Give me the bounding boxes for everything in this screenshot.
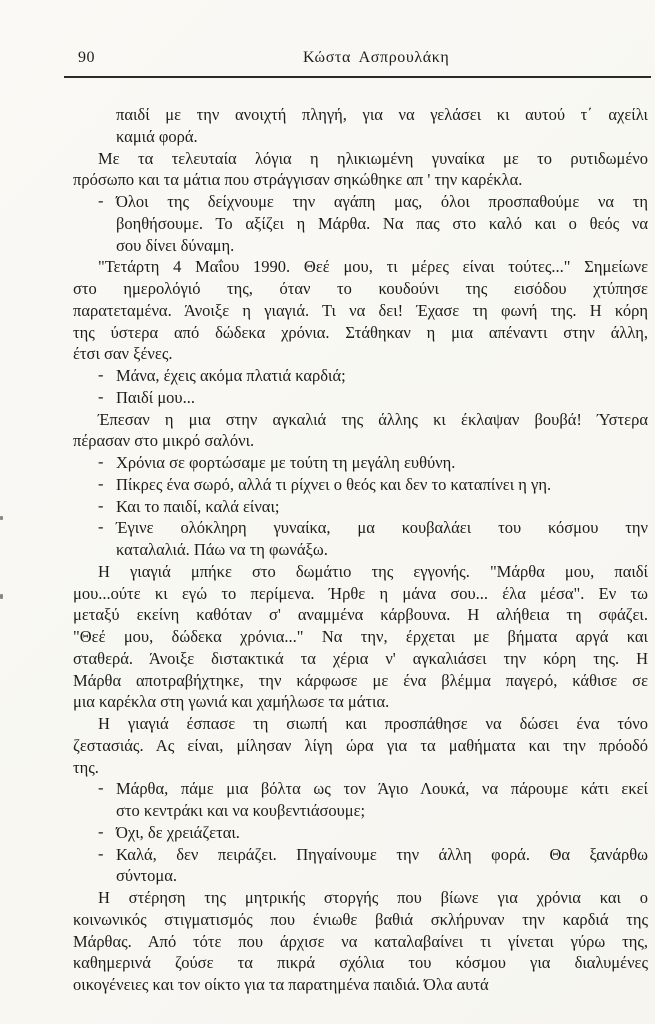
dialogue-item [98, 452, 648, 474]
text-line: σταθερά. Άνοιξε διστακτικά τα χέρια ν' αγκαλιάσει την κόρη της. Η [73, 648, 648, 668]
paragraph [73, 409, 648, 453]
dash-marker: - [98, 473, 104, 493]
text-line: "Τετάρτη 4 Μαΐου 1990. Θεέ μου, τι μέρες είναι τούτες..." Σημείωνε [98, 257, 648, 277]
header-rule [64, 76, 651, 78]
text-line: Η γιαγιά έσπασε τη σιωπή και προσπάθησε να δώσει ένα τόνο [98, 714, 648, 733]
paragraph [116, 104, 648, 148]
dash-marker: - [98, 386, 104, 406]
text-line: παιδί με την ανοιχτή πληγή, για να γελάσει κι αυτού τ΄ αχείλι [116, 105, 648, 124]
dialogue-item [98, 495, 648, 518]
text-line: πέρασαν στο μικρό σαλόνι. [73, 431, 255, 451]
paragraph [73, 713, 648, 778]
text-line: - Καλά, δεν πειράζει. Πηγαίνουμε την άλλη φορά. Θα ξανάρθω [98, 843, 648, 864]
text-line: μεταξύ εκείνη καθόταν σ' αναμμένα κάρβουνα. Η αλήθεια τη σφάζει. [73, 605, 648, 625]
text-line: Έπεσαν η μια στην αγκαλιά της άλλης κι έκλαψαν βουβά! Ύστερα [98, 409, 648, 429]
text-line: καμιά φορά. [116, 126, 198, 146]
text-line: της ύστερα από δώδεκα χρόνια. Στάθηκαν η μια απέναντι στην άλλη, [73, 322, 648, 342]
dash-marker: - [98, 365, 104, 384]
text-line: έτσι σαν ξένες. [73, 344, 173, 364]
dash-marker: - [98, 495, 104, 515]
dialogue-item [98, 473, 648, 496]
text-line: - Χρόνια σε φορτώσαμε με τούτη τη μεγάλη ευθύνη. [98, 452, 456, 472]
header-title: Κώστα Ασπρουλάκη [303, 49, 450, 66]
dash-marker: - [98, 843, 104, 863]
text-line: μου...ούτε κι εγώ το περίμενα. Ήρθε η μάνα σου... έλα μέσα". Εν τω [73, 583, 648, 603]
text-line: - Παιδί μου... [98, 386, 195, 407]
paragraph [73, 148, 648, 192]
text-line: σου δίνει δύναμη. [116, 235, 235, 255]
text-line: Με τα τελευταία λόγια η ηλικιωμένη γυναίκα με το ρυτιδωμένο [98, 148, 648, 168]
text-line: παρατεταμένα. Άνοιξε η γιαγιά. Τι να δει! Έχασε τη φωνή της. Η κόρη [73, 300, 648, 320]
dialogue-item [98, 517, 648, 561]
text-line: - Όχι, δε χρειάζεται. [98, 821, 240, 842]
text-line: μια καρέκλα στη γωνιά και χαμήλωσε τα μάτια. [73, 692, 390, 712]
scan-artifact [0, 594, 3, 599]
dash-marker: - [98, 452, 104, 471]
text-line: στο ημερολόγιό της, όταν το κουδούνι της εισόδου χτύπησε [73, 279, 648, 298]
dialogue-item [98, 778, 648, 822]
text-line: ζεστασιάς. Ας είναι, μίλησαν λίγη ώρα για τα μαθήματα και την πρόοδό [73, 735, 648, 755]
text-line: - Όλοι της δείχνουμε την αγάπη μας, όλοι προσπαθούμε να τη [98, 191, 648, 211]
dash-marker: - [98, 821, 104, 841]
text-line: - Μάνα, έχεις ακόμα πλατιά καρδιά; [98, 365, 346, 385]
text-line: Η γιαγιά μπήκε στο δωμάτιο της εγγονής. "Μάρθα μου, παιδί [98, 561, 648, 581]
paragraph [73, 887, 648, 996]
dialogue-item [98, 386, 648, 409]
paragraph [73, 561, 648, 713]
dialogue-item [98, 843, 648, 888]
text-line: - Και το παιδί, καλά είναι; [98, 495, 280, 516]
text-line: - Πίκρες ένα σωρό, αλλά τι ρίχνει ο θεός και δεν το καταπίνει η γη. [98, 473, 552, 494]
dialogue-item [98, 191, 648, 256]
dash-marker: - [98, 517, 104, 537]
text-line: βοηθήσουμε. Το αξίζει η Μάρθα. Να πας στο καλό και ο θεός να [116, 213, 648, 233]
text-line: κοινωνικός στιγματισμός που ένιωθε βαθιά σκλήρυναν την καρδιά της [73, 909, 648, 929]
text-line: Η στέρηση της μητρικής στοργής που βίωνε για χρόνια και ο [98, 888, 648, 907]
paragraph [73, 256, 648, 365]
text-line: πρόσωπο και τα μάτια που στράγγισαν σηκώθηκε απ ' την καρέκλα. [73, 170, 523, 190]
text-line: σύντομα. [116, 866, 178, 886]
dash-marker: - [98, 191, 104, 210]
scan-artifact [0, 516, 3, 520]
page-body [73, 104, 648, 996]
text-line: οικογένειες και τον οίκτο για τα παρατημένα παιδιά. Όλα αυτά [73, 975, 489, 994]
text-line: Μάρθα αποτραβήχτηκε, την κάρφωσε με ένα βλέμμα παγερό, κάθισε σε [73, 670, 648, 690]
text-line: καταλαλιά. Πάω να τη φωνάξω. [116, 540, 328, 559]
dialogue-item [98, 821, 648, 844]
page-number: 90 [78, 49, 95, 66]
dash-marker: - [98, 778, 104, 798]
text-line: της. [73, 757, 99, 777]
dialogue-item [98, 365, 648, 387]
text-line: Μάρθας. Από τότε που άρχισε να καταλαβαίνει τι γίνεται γύρω της, [73, 931, 648, 951]
text-line: στο κεντράκι και να κουβεντιάσουμε; [116, 801, 366, 820]
text-line: "Θεέ μου, δώδεκα χρόνια..." Να την, έρχεται με βήματα αργά και [73, 627, 648, 646]
text-line: - Μάρθα, πάμε μια βόλτα ως τον Άγιο Λουκά, να πάρουμε κάτι εκεί [98, 778, 648, 799]
text-line: καθημερινά ζούσε τα πικρά σχόλια του κόσμου για διαλυμένες [73, 953, 648, 973]
text-line: - Έγινε ολόκληρη γυναίκα, μα κουβαλάει του κόσμου την [98, 517, 648, 538]
